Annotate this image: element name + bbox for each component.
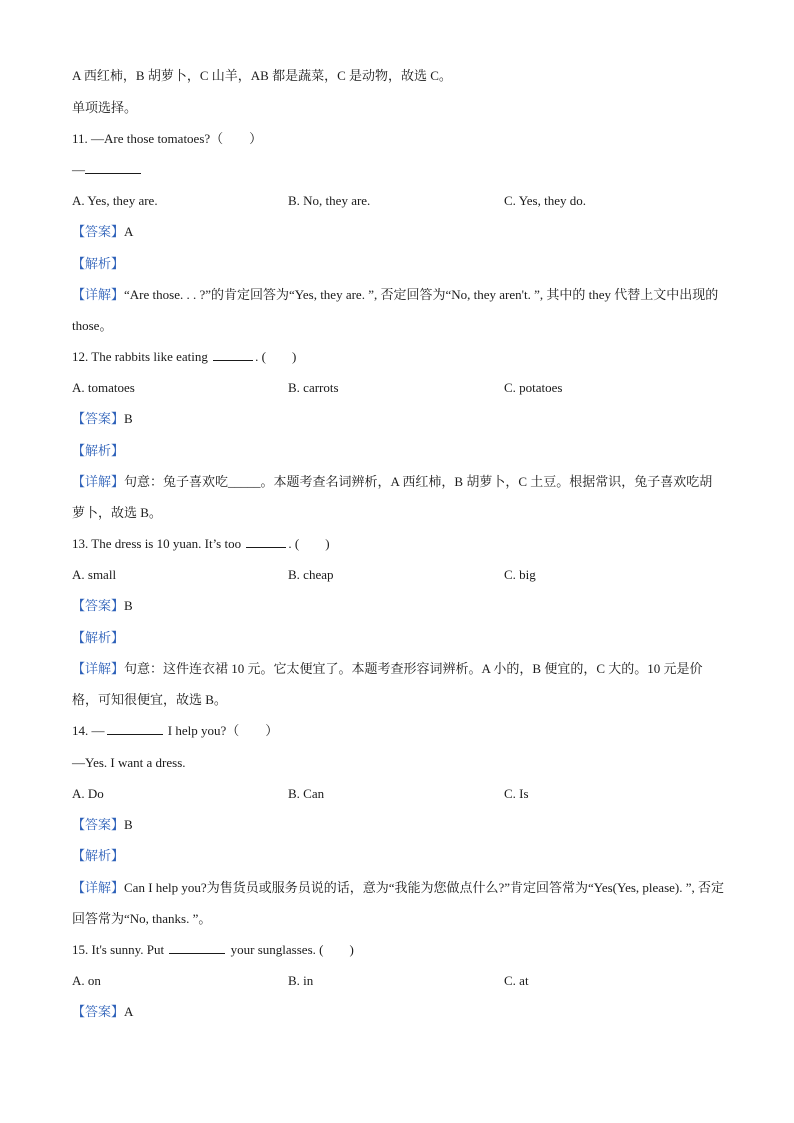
answer-label: 【答案】 (72, 598, 125, 613)
q13-option-a: A. small (72, 567, 117, 582)
q13-blank (246, 536, 286, 548)
answer-label: 【答案】 (72, 817, 125, 832)
q15-option-b: B. in (288, 973, 314, 988)
q15-stem-before: 15. It's sunny. Put (72, 942, 168, 957)
q12-stem (72, 349, 296, 365)
q12-detail-text: 句意：兔子喜欢吃_____。本题考查名词辨析，A 西红柿，B 胡萝卜，C 土豆。根据常识，兔子喜欢吃胡萝卜，故选 B。 (72, 474, 713, 520)
section-title: 单项选择。 (72, 100, 138, 115)
q15-answer (72, 1004, 133, 1020)
q12-option-c: C. potatoes (504, 380, 563, 395)
q11-stem: 11. —Are those tomatoes?（ ） (72, 131, 263, 146)
q11-option-b: B. No, they are. (288, 193, 371, 208)
q15-option-a: A. on (72, 973, 101, 988)
q14-stem-after: I help you?（ ） (164, 723, 279, 738)
q15-option-c: C. at (504, 973, 529, 988)
q11-reply-line (72, 162, 141, 178)
q14-option-b: B. Can (288, 786, 325, 801)
q13-answer (72, 598, 133, 614)
q14-answer-value: B (124, 817, 133, 832)
q14-detail-text: Can I help you?为售货员或服务员说的话，意为“我能为您做点什么?”肯定回答常为“Yes(Yes, please). ”, 否定回答常为“No, thanks. ”。 (72, 880, 725, 926)
q11-reply-dash: — (72, 162, 85, 177)
q14-reply: —Yes. I want a dress. (72, 755, 186, 770)
q13-stem-after: . ( ) (288, 536, 330, 551)
q11-answer (72, 224, 133, 240)
analysis-label: 【解析】 (72, 443, 125, 458)
q12-answer-value: B (124, 411, 133, 426)
q11-detail-text: “Are those. . . ?”的肯定回答为“Yes, they are. ”, 否定回答为“No, they aren't. ”, 其中的 they 代替上文中出现的 those。 (72, 287, 719, 333)
q14-detail (72, 872, 724, 934)
answer-label: 【答案】 (72, 224, 125, 239)
q14-answer (72, 817, 133, 833)
detail-label: 【详解】 (72, 661, 125, 676)
q13-option-b: B. cheap (288, 567, 334, 582)
q13-detail-text: 句意：这件连衣裙 10 元。它太便宜了。本题考查形容词辨析。A 小的，B 便宜的，C 大的。10 元是价格，可知很便宜，故选 B。 (72, 661, 703, 707)
q12-stem-after: . ( ) (255, 349, 297, 364)
analysis-label: 【解析】 (72, 256, 125, 271)
q15-stem-after: your sunglasses. ( ) (227, 942, 354, 957)
q12-answer (72, 411, 133, 427)
answer-label: 【答案】 (72, 1004, 125, 1019)
q13-option-c: C. big (504, 567, 536, 582)
q12-stem-before: 12. The rabbits like eating (72, 349, 212, 364)
q11-option-a: A. Yes, they are. (72, 193, 158, 208)
q12-blank (213, 349, 253, 361)
q13-answer-value: B (124, 598, 133, 613)
q11-detail (72, 279, 724, 341)
analysis-label: 【解析】 (72, 848, 125, 863)
q15-answer-value: A (124, 1004, 134, 1019)
intro-line: A 西红柿，B 胡萝卜，C 山羊，AB 都是蔬菜，C 是动物，故选 C。 (72, 68, 452, 83)
q14-option-c: C. Is (504, 786, 529, 801)
q15-stem (72, 942, 354, 958)
q12-analysis-label (72, 443, 124, 459)
q11-answer-value: A (124, 224, 134, 239)
q14-stem (72, 723, 278, 739)
q12-option-a: A. tomatoes (72, 380, 135, 395)
detail-label: 【详解】 (72, 287, 125, 302)
q13-stem (72, 536, 330, 552)
detail-label: 【详解】 (72, 474, 125, 489)
q11-option-c: C. Yes, they do. (504, 193, 586, 208)
detail-label: 【详解】 (72, 880, 125, 895)
q14-option-a: A. Do (72, 786, 104, 801)
q14-stem-before: 14. — (72, 723, 105, 738)
q15-blank (169, 942, 225, 954)
q12-detail (72, 466, 724, 528)
q13-detail (72, 653, 724, 715)
q11-analysis-label (72, 256, 124, 272)
analysis-label: 【解析】 (72, 630, 125, 645)
q13-stem-before: 13. The dress is 10 yuan. It’s too (72, 536, 245, 551)
answer-label: 【答案】 (72, 411, 125, 426)
q13-analysis-label (72, 630, 124, 646)
q14-analysis-label (72, 848, 124, 864)
q12-option-b: B. carrots (288, 380, 339, 395)
q11-reply-blank (85, 162, 141, 174)
q14-blank (107, 723, 163, 735)
